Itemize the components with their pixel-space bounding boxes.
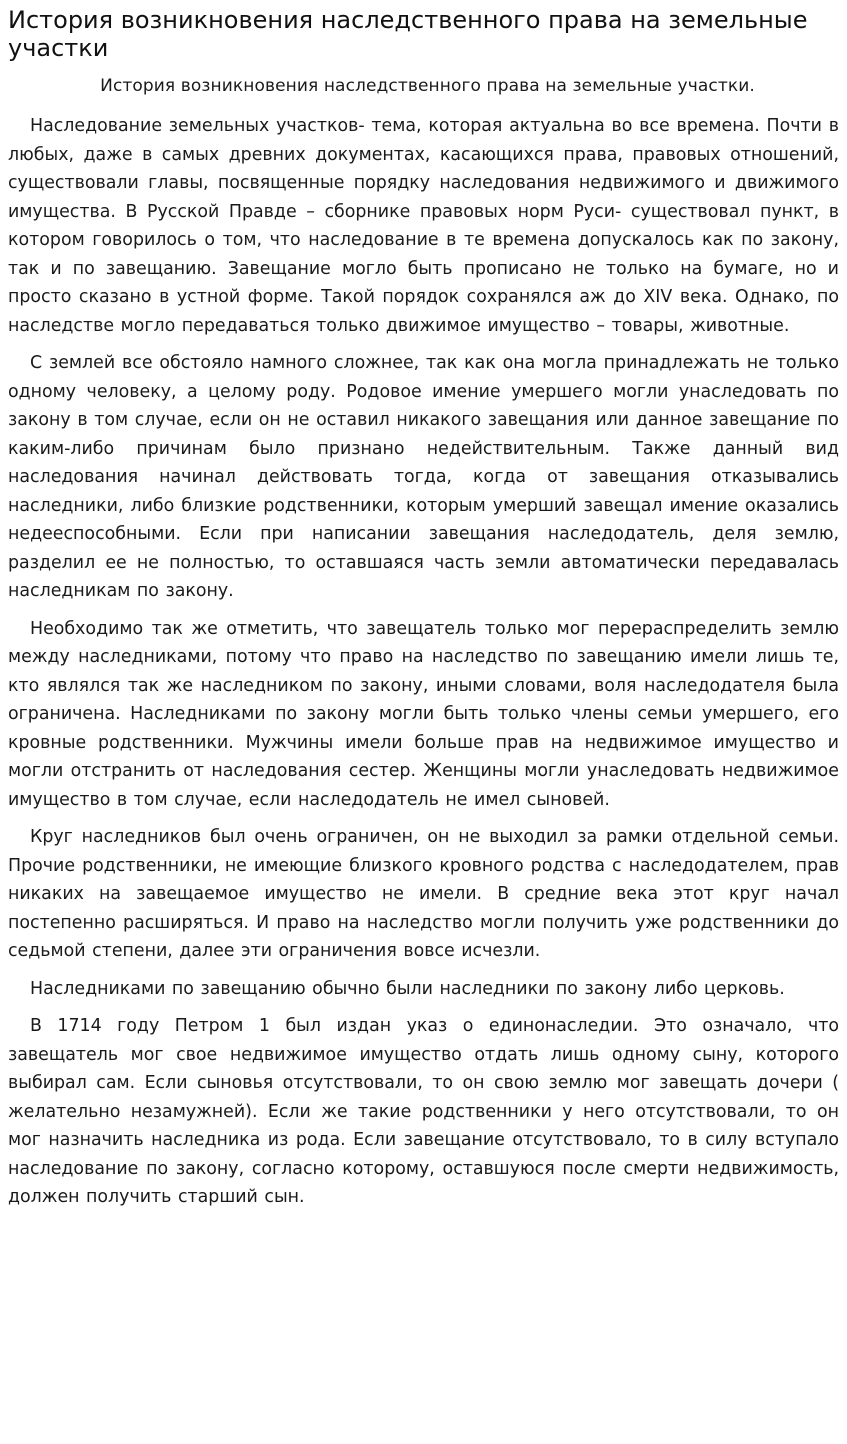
document-heading bbox=[8, 72, 839, 100]
document-heading-text: История возникновения наследственного права на земельные участки. bbox=[100, 76, 755, 96]
paragraph-5: Наследниками по завещанию обычно были наследники по закону либо церковь. bbox=[30, 978, 785, 999]
paragraph-2: С землей все обстояло намного сложнее, так как она могла принадлежать не только одному человеку, а целому роду. Родовое имение умершего могли унаследовать по закону в том случае, если он не оставил никакого завещания или данное завещание по каким-либо причинам было признано недействительным. Также данный вид наследования начинал действовать тогда, когда от завещания отказывались наследники, либо близкие родственники, которым умерший завещал имение оказались недееспособными. Если при написании завещания наследодатель, деля землю, разделил ее не полностью, то оставшаяся часть земли автоматически передавалась наследникам по закону. bbox=[8, 353, 839, 601]
paragraph-1: Наследование земельных участков- тема, которая актуальна во все времена. Почти в любых, даже в самых древних документах, касающихся права, правовых отношений, существовали главы, посвященные порядку наследования недвижимого и движимого имущества. В Русской Правде – сборнике правовых норм Руси- существовал пункт, в котором говорилось о том, что наследование в те времена допускалось как по закону, так и по завещанию. Завещание могло быть прописано не только на бумаге, но и просто сказано в устной форме. Такой порядок сохранялся аж до XIV века. Однако, по наследстве могло передаваться только движимое имущество – товары, животные. bbox=[8, 116, 839, 336]
paragraph-3: Необходимо так же отметить, что завещатель только мог перераспределить землю между наследниками, потому что право на наследство по завещанию имели лишь те, кто являлся так же наследником по закону, иными словами, воля наследодателя была ограничена. Наследниками по закону могли быть только члены семьи умершего, его кровные родственники. Мужчины имели больше прав на недвижимое имущество и могли отстранить от наследования сестер. Женщины могли унаследовать недвижимое имущество в том случае, если наследодатель не имел сыновей. bbox=[8, 618, 839, 810]
paragraph-4: Круг наследников был очень ограничен, он не выходил за рамки отдельной семьи. Прочие родственники, не имеющие близкого кровного родства с наследодателем, прав никаких на завещаемое имущество не имели. В средние века этот круг начал постепенно расширяться. И право на наследство могли получить уже родственники до седьмой степени, далее эти ограничения вовсе исчезли. bbox=[8, 827, 839, 961]
paragraph-6: В 1714 году Петром 1 был издан указ о единонаследии. Это означало, что завещатель мог свое недвижимое имущество отдать лишь одному сыну, которого выбирал сам. Если сыновья отсутствовали, то он свою землю мог завещать дочери ( желательно незамужней). Если же такие родственники у него отсутствовали, то он мог назначить наследника из рода. Если завещание отсутствовало, то в силу вступало наследование по закону, согласно которому, оставшуюся после смерти недвижимость, должен получить старший сын. bbox=[8, 1016, 839, 1207]
page-title: История возникновения наследственного права на земельные участки bbox=[8, 6, 808, 62]
